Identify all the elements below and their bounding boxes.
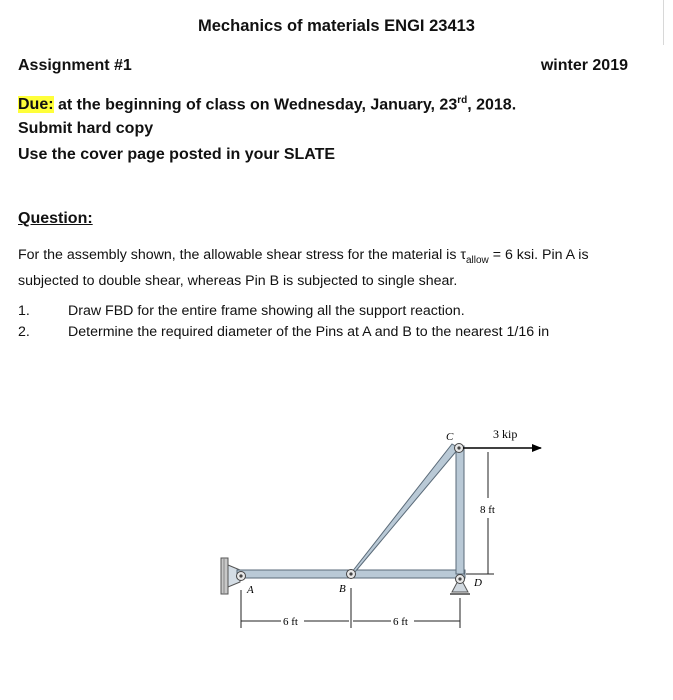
load-label: 3 kip — [493, 427, 518, 441]
instruction-hard-copy: Submit hard copy — [18, 120, 154, 137]
pin-b — [347, 570, 356, 579]
due-text: at the beginning of class on Wednesday, January, 23 — [53, 96, 458, 114]
vertical-member — [456, 446, 464, 574]
task-number-2: 2. — [18, 324, 30, 340]
course-title: Mechanics of materials ENGI 23413 — [198, 17, 475, 35]
question-line-2: subjected to double shear, whereas Pin B is subjected to single shear. — [18, 272, 458, 289]
dimension-right: 6 ft — [393, 616, 408, 628]
question-line-1: For the assembly shown, the allowable shear stress for the material is $\tau_{allow} = 6$ ksi. Pin A is — [18, 247, 589, 266]
due-year: , 2018. — [467, 96, 517, 114]
task-text-1: Draw FBD for the entire frame showing all the support reaction. — [68, 303, 465, 319]
due-superscript: rd — [457, 95, 468, 106]
diagonal-member — [348, 444, 459, 577]
label-c: C — [446, 431, 454, 443]
label-b: B — [339, 583, 346, 595]
instruction-cover-page: Use the cover page posted in your SLATE — [18, 146, 336, 163]
tau-subscript: allow — [465, 254, 489, 266]
pin-a — [237, 572, 246, 581]
bottom-dimension-lines — [241, 588, 460, 628]
pin-c — [455, 444, 464, 453]
label-d: D — [474, 577, 482, 589]
term-label: winter 2019 — [540, 57, 628, 74]
due-label: Due: — [18, 96, 54, 114]
tau-symbol: τ — [460, 247, 466, 263]
dimension-left: 6 ft — [283, 616, 298, 628]
question-heading: Question: — [18, 210, 93, 227]
height-label: 8 ft — [480, 504, 495, 516]
task-text-2: Determine the required diameter of the Pins at A and B to the nearest 1/16 in — [68, 324, 550, 340]
label-a: A — [247, 584, 254, 596]
task-number-1: 1. — [18, 303, 30, 319]
assignment-label: Assignment #1 — [18, 57, 132, 74]
